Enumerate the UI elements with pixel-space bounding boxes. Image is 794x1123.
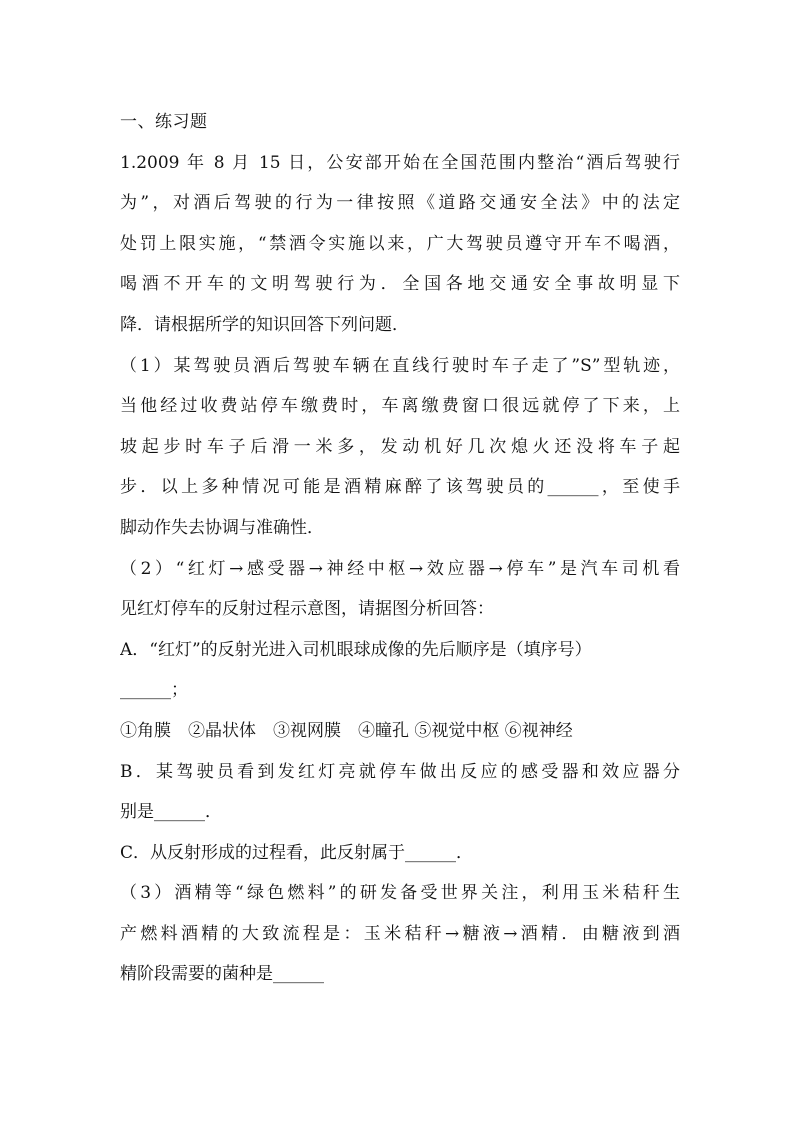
text-line: 为”，对酒后驾驶的行为一律按照《道路交通安全法》中的法定 (120, 193, 680, 214)
text-line: 1.2009 年 8 月 15 日，公安部开始在全国范围内整治“酒后驾驶行 (120, 152, 680, 173)
question-1-part-3 (120, 873, 680, 995)
text-line: 坡起步时车子后滑一米多，发动机好几次熄火还没将车子起 (120, 436, 680, 457)
text-line: 见红灯停车的反射过程示意图，请据图分析回答： (120, 599, 494, 620)
question-1-intro (120, 143, 680, 346)
document-page (120, 102, 680, 995)
text-line: 脚动作失去协调与准确性． (120, 517, 324, 538)
question-1-part-2 (120, 549, 680, 874)
answer-blank-line: ______； (120, 680, 188, 701)
section-heading: 一、练习题 (120, 112, 208, 132)
text-line: 精阶段需要的菌种是______ (120, 964, 324, 985)
text-line: 产燃料酒精的大致流程是：玉米秸秆→糖液→酒精．由糖液到酒 (120, 923, 680, 944)
text-line: 步．以上多种情况可能是酒精麻醉了该驾驶员的______，至使手 (120, 477, 680, 498)
text-line: 喝酒不开车的文明驾驶行为．全国各地交通安全事故明显下 (120, 274, 680, 295)
text-line: 降．请根据所学的知识回答下列问题． (120, 314, 409, 335)
text-line: B．某驾驶员看到发红灯亮就停车做出反应的感受器和效应器分 (120, 761, 680, 782)
text-line: C．从反射形成的过程看，此反射属于______． (120, 842, 474, 863)
text-line: （1）某驾驶员酒后驾驶车辆在直线行驶时车子走了”S”型轨迹， (120, 355, 680, 376)
text-line: 处罚上限实施，“禁酒令实施以来，广大驾驶员遵守开车不喝酒， (120, 233, 680, 254)
question-1-part-1 (120, 346, 680, 549)
text-line: （3）酒精等“绿色燃料”的研发备受世界关注，利用玉米秸秆生 (120, 883, 680, 904)
text-line: 当他经过收费站停车缴费时，车离缴费窗口很远就停了下来，上 (120, 396, 680, 417)
text-line: 别是______． (120, 802, 222, 823)
text-line: A．“红灯”的反射光进入司机眼球成像的先后顺序是（填序号） (120, 639, 592, 660)
text-line: （2）“红灯→感受器→神经中枢→效应器→停车”是汽车司机看 (120, 558, 680, 579)
options-line: ①角膜 ②晶状体 ③视网膜 ④瞳孔 ⑤视觉中枢 ⑥视神经 (120, 720, 573, 741)
question-1 (120, 143, 680, 995)
